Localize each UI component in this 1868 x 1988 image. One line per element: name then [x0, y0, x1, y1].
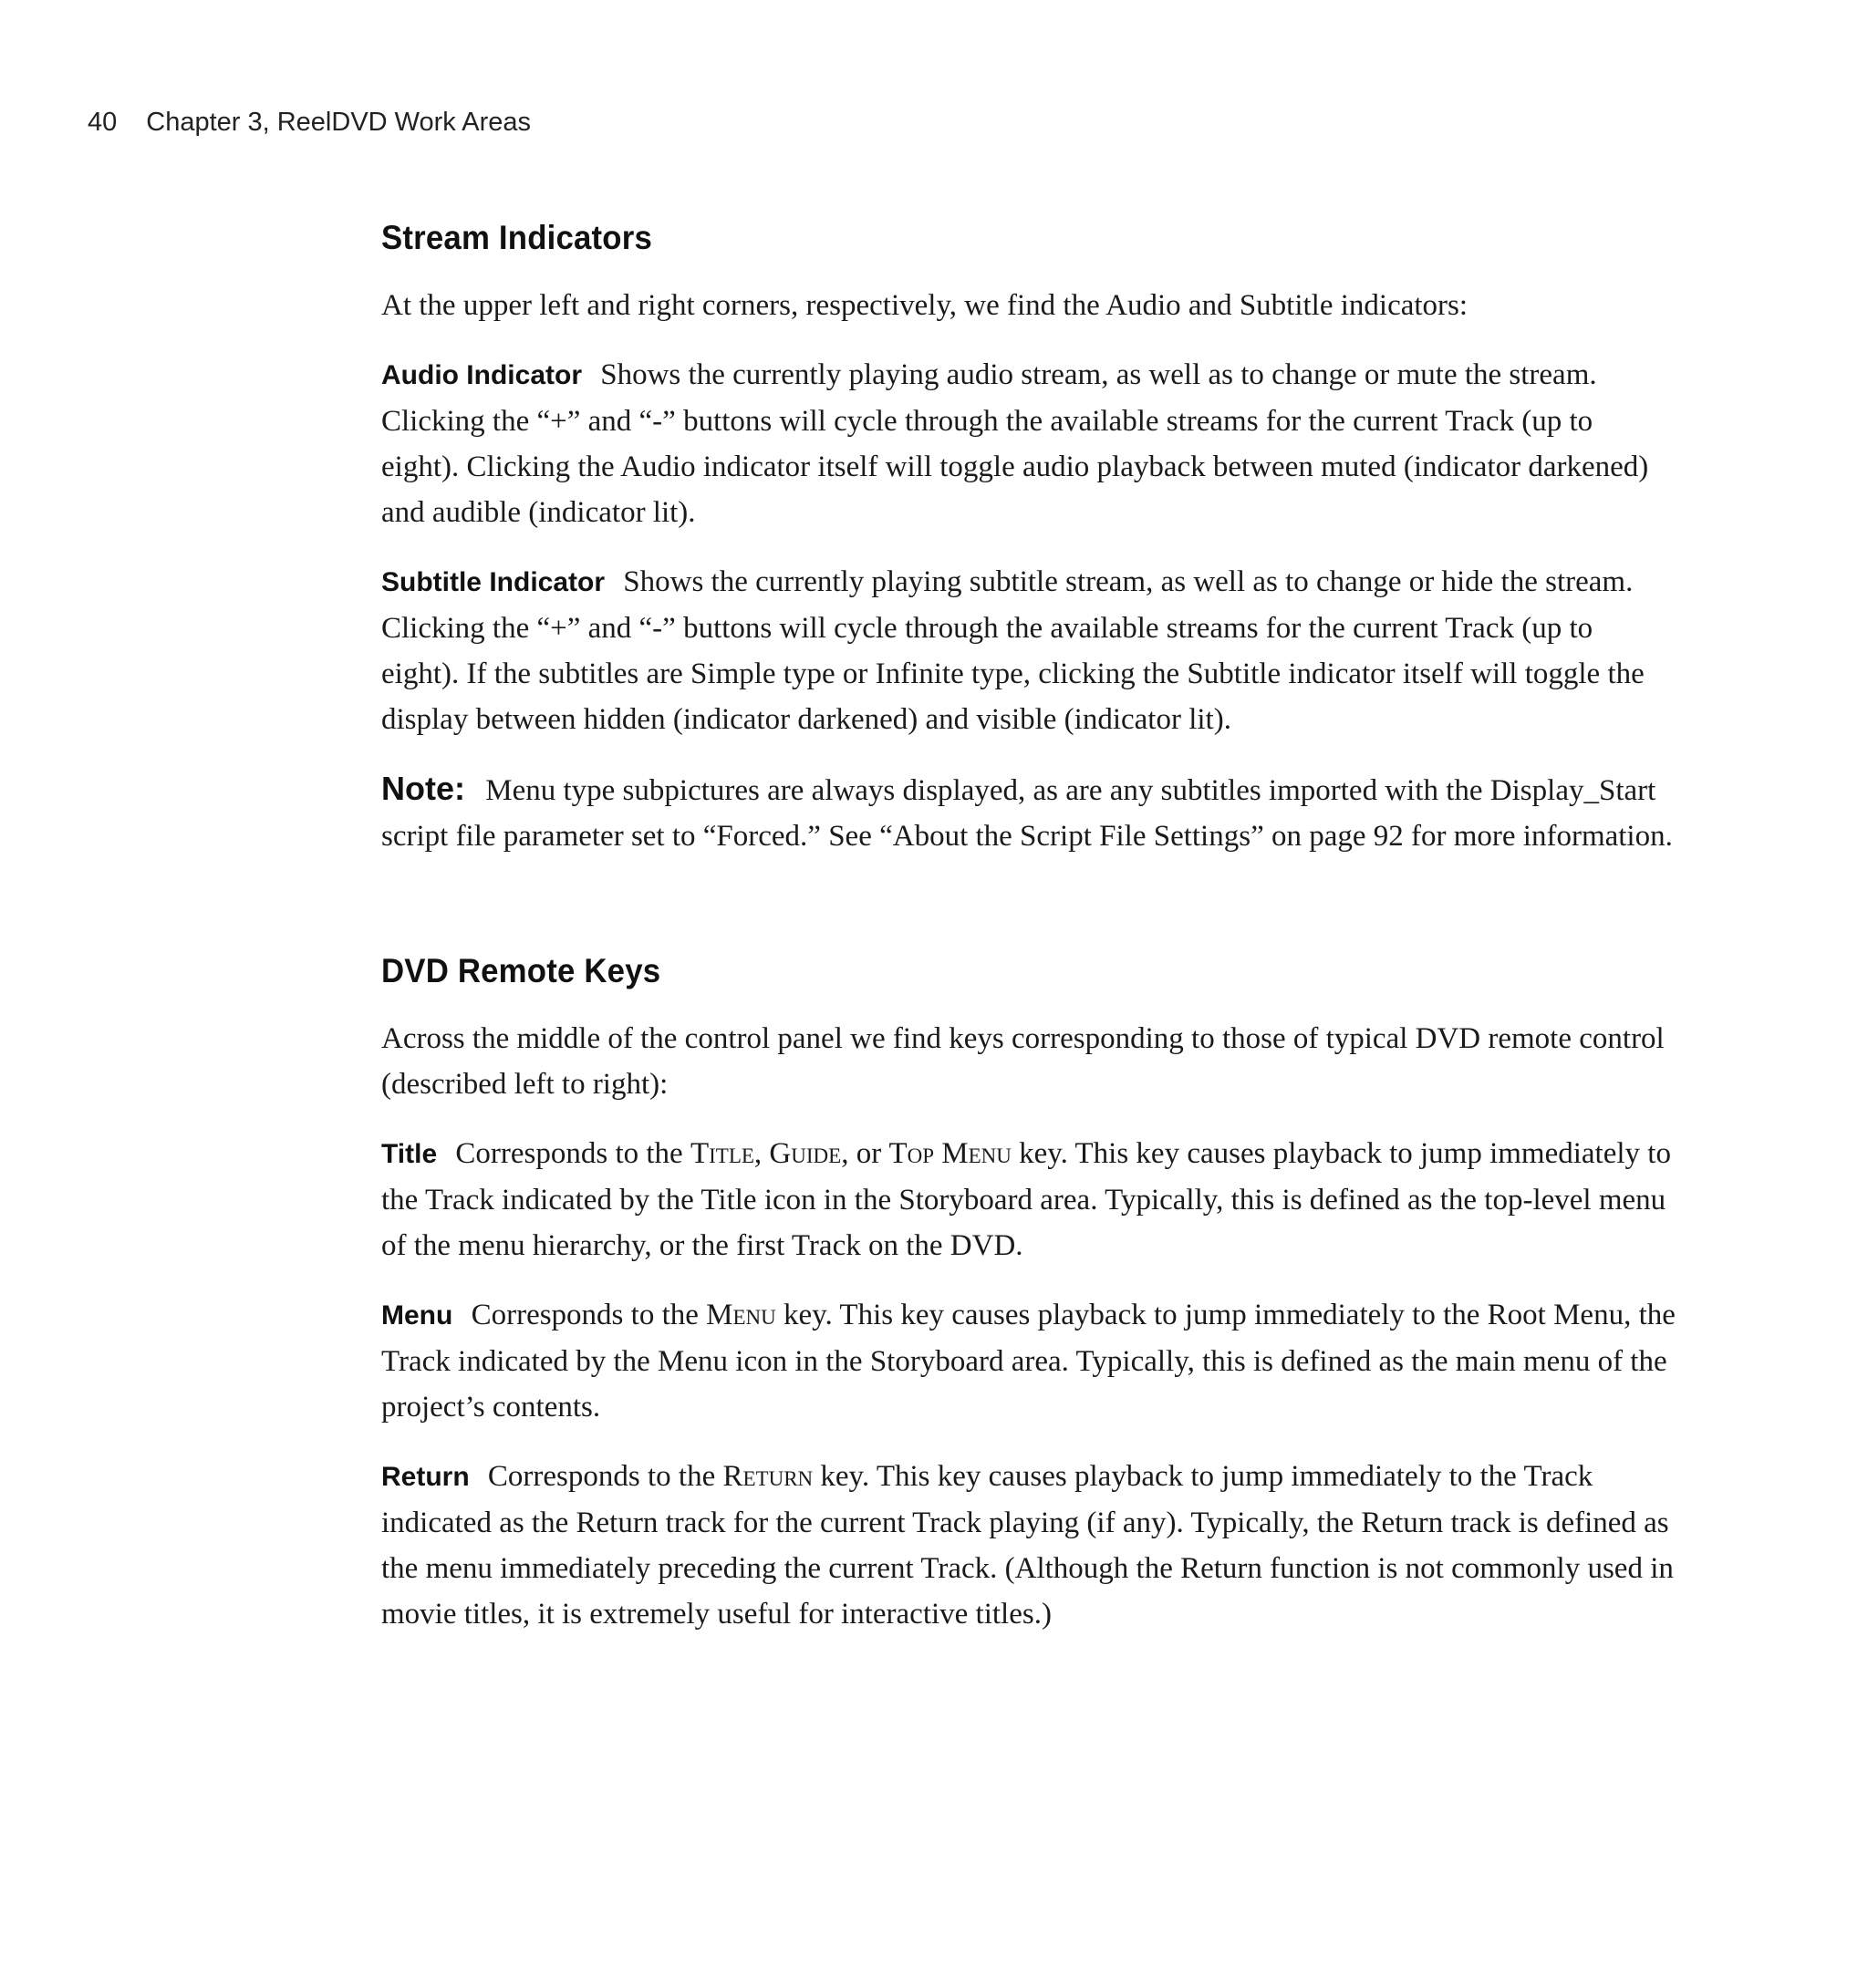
- menu-key-pre: Corresponds to the: [471, 1299, 699, 1331]
- key-name-title: Title: [690, 1137, 754, 1170]
- running-head: [88, 108, 531, 138]
- return-key-text: key. This key causes playback to jump immediately to the Track indicated as the Return track for the current Track playing (if any). Typically, the Return track is defined as the menu immediately preceding the current Track. (Although the Return function is not commonly used in movie titles, it is extremely useful for interactive titles.): [381, 1460, 1674, 1631]
- note-term: Note:: [381, 770, 465, 807]
- title-key-text: key. This key causes playback to jump immediately to the Track indicated by the Title icon in the Storyboard area. Typically, this is defined as the top-level menu of the menu hierarchy, or the first Track on the DVD.: [381, 1137, 1671, 1262]
- key-name-return: Return: [722, 1460, 814, 1493]
- note-text: Menu type subpictures are always displayed, as are any subtitles imported with the Display_Start script file parameter set to “Forced.” See “About the Script File Settings” on page 92 for more information.: [381, 774, 1673, 853]
- subtitle-indicator-paragraph: [381, 559, 1676, 742]
- subtitle-indicator-text: Shows the currently playing subtitle stream, as well as to change or hide the stream. Clicking the “+” and “-” buttons will cycle through the available streams for the current Track (up to eight). If the subtitles are Simple type or Infinite type, clicking the Subtitle indicator itself will toggle the display between hidden (indicator darkened) and visible (indicator lit).: [381, 565, 1645, 736]
- menu-key-term: Menu: [381, 1300, 453, 1331]
- note-paragraph: [381, 766, 1676, 859]
- audio-indicator-paragraph: [381, 352, 1676, 535]
- key-name-guide: Guide: [769, 1137, 842, 1170]
- page-content: [381, 219, 1676, 1661]
- section-dvd-remote-keys: [381, 952, 1676, 1637]
- key-name-top-menu: Top Menu: [888, 1137, 1012, 1170]
- return-key-pre: Corresponds to the: [487, 1460, 716, 1493]
- audio-indicator-text: Shows the currently playing audio stream, as well as to change or mute the stream. Clicking the “+” and “-” buttons will cycle through the available streams for the current Track (up to eight). Clicking the Audio indicator itself will toggle audio playback between muted (indicator darkened) and audible (indicator lit).: [381, 358, 1649, 529]
- audio-indicator-term: Audio Indicator: [381, 360, 582, 390]
- return-key-paragraph: [381, 1454, 1676, 1637]
- return-key-term: Return: [381, 1462, 470, 1492]
- title-key-term: Title: [381, 1139, 438, 1169]
- menu-key-paragraph: [381, 1292, 1676, 1430]
- key-name-menu: Menu: [706, 1299, 776, 1331]
- heading-dvd-remote-keys: DVD Remote Keys: [381, 952, 661, 989]
- stream-indicators-intro: At the upper left and right corners, respectively, we find the Audio and Subtitle indicators:: [381, 289, 1468, 322]
- page-number: 40: [88, 108, 118, 137]
- title-key-sep2: , or: [841, 1137, 882, 1170]
- section-spacer: [381, 883, 1676, 952]
- section-stream-indicators: [381, 219, 1676, 859]
- title-key-sep1: ,: [753, 1137, 763, 1170]
- title-key-paragraph: [381, 1131, 1676, 1268]
- dvd-remote-keys-intro: Across the middle of the control panel we find keys corresponding to those of typical DVD remote control (described left to right):: [381, 1022, 1665, 1101]
- title-key-pre: Corresponds to the: [455, 1137, 683, 1170]
- heading-stream-indicators: Stream Indicators: [381, 219, 652, 256]
- chapter-title: Chapter 3, ReelDVD Work Areas: [146, 108, 532, 137]
- menu-key-text: key. This key causes playback to jump immediately to the Root Menu, the Track indicated by the Menu icon in the Storyboard area. Typically, this is defined as the main menu of the project’s contents.: [381, 1299, 1676, 1424]
- subtitle-indicator-term: Subtitle Indicator: [381, 567, 606, 597]
